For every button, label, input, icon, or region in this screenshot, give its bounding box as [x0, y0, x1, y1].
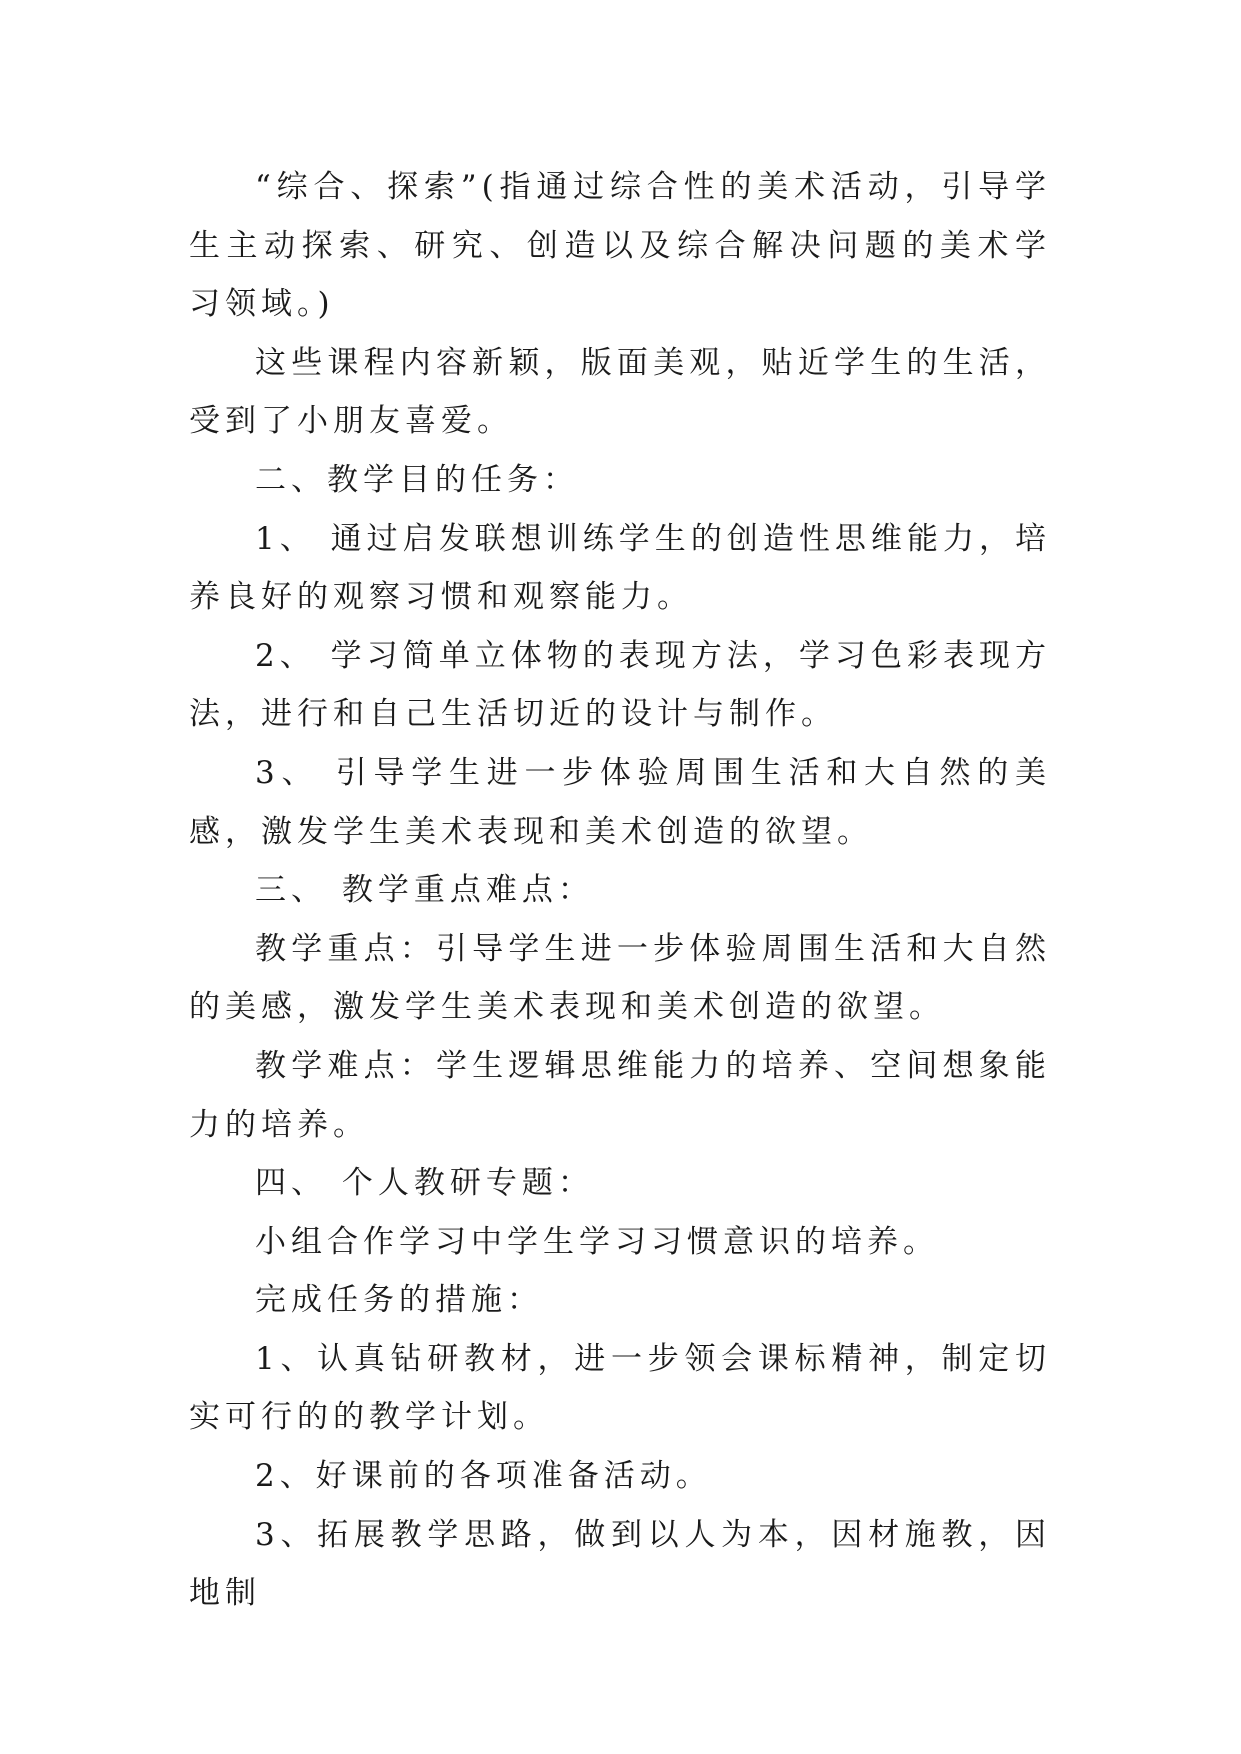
objective-item-1: 1、 通过启发联想训练学生的创造性思维能力，培养良好的观察习惯和观察能力。	[189, 520, 1051, 616]
paragraph-research-topic: 小组合作学习中学生学习习惯意识的培养。	[255, 1223, 939, 1260]
document-body	[189, 158, 1051, 1623]
paragraph-difficult-points: 教学难点：学生逻辑思维能力的培养、空间想象能力的培养。	[189, 1047, 1051, 1143]
paragraph-course-content: 这些课程内容新颖，版面美观，贴近学生的生活，受到了小朋友喜爱。	[189, 344, 1051, 440]
heading-teaching-objectives: 二、教学目的任务：	[255, 461, 579, 498]
measure-item-1: 1、认真钻研教材，进一步领会课标精神，制定切实可行的的教学计划。	[189, 1340, 1051, 1436]
paragraph-comprehensive-exploration: “综合、探索”(指通过综合性的美术活动，引导学生主动探索、研究、创造以及综合解决问题的美术学习领域。)	[189, 169, 1051, 323]
objective-item-3: 3、 引导学生进一步体验周围生活和大自然的美感，激发学生美术表现和美术创造的欲望。	[189, 754, 1051, 850]
heading-measures: 完成任务的措施：	[255, 1282, 543, 1319]
heading-research-topic: 四、 个人教研专题：	[255, 1165, 594, 1202]
heading-key-difficult-points: 三、 教学重点难点：	[255, 872, 594, 909]
paragraph-key-points: 教学重点：引导学生进一步体验周围生活和大自然的美感，激发学生美术表现和美术创造的欲望。	[189, 930, 1051, 1026]
measure-item-2: 2、好课前的各项准备活动。	[255, 1458, 712, 1495]
measure-item-3: 3、拓展教学思路，做到以人为本，因材施教，因地制	[189, 1516, 1051, 1612]
objective-item-2: 2、 学习简单立体物的表现方法，学习色彩表现方法，进行和自己生活切近的设计与制作。	[189, 637, 1051, 733]
